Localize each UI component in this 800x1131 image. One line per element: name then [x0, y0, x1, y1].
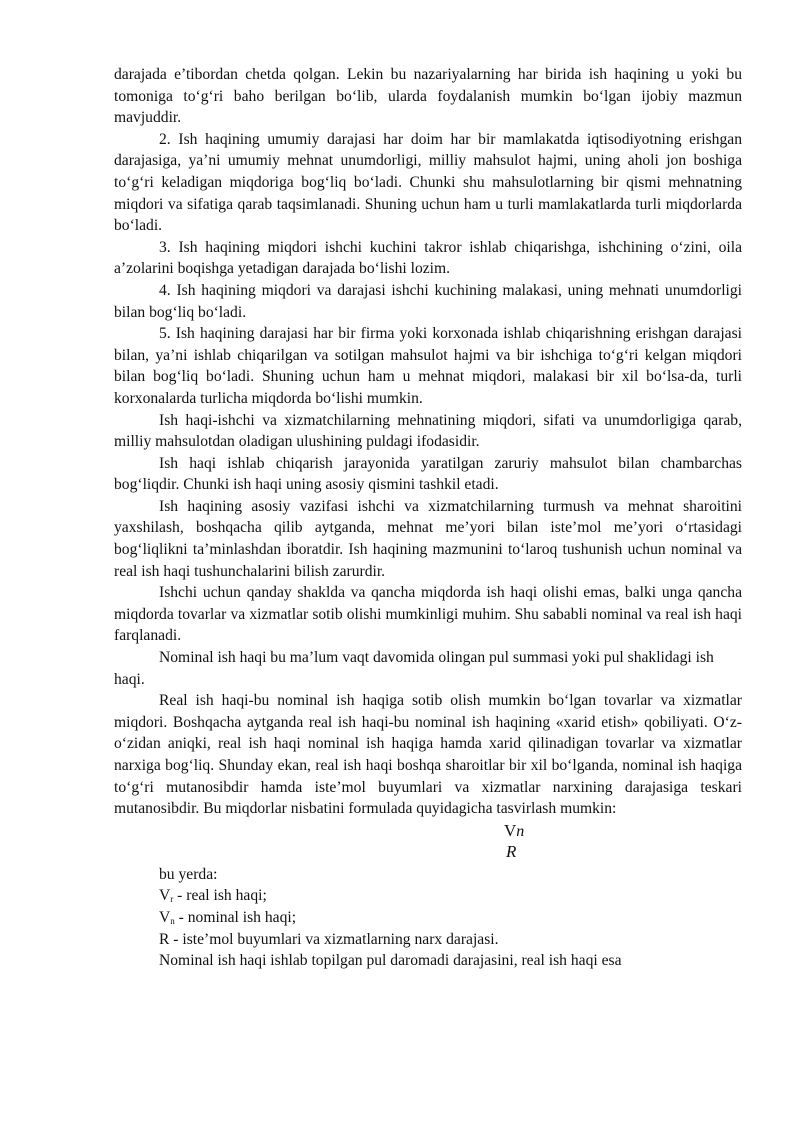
paragraph-wage-definition: Ish haqi-ishchi va xizmatchilarning mehnatining miqdori, sifati va unumdorligiga qarab, milliy mahsulotdan oladigan ulushining puldagi ifodasidir. [114, 411, 742, 451]
paragraph-continuation: darajada e’tibordan chetda qolgan. Lekin bu nazariyalarning har birida ish haqining u yoki bu tomoniga to‘g‘ri baho berilgan bo‘lib, ularda foydalanish mumkin bo‘lgan ijobiy mazmun mavjuddir. [114, 66, 742, 127]
paragraph-wage-function: Ish haqining asosiy vazifasi ishchi va xizmatchilarning turmush va mehnat sharoitini yaxshilash, boshqacha qilib aytganda, mehnat me’yori bilan iste’mol me’yori o‘rtasidagi bog‘liqlikni ta’minlashdan iboratdir. Ish haqining mazmunini to‘laroq tushunish uchun nominal va real ish haqi tushunchalarini bilish zarurdir. [114, 497, 742, 580]
formula-numerator: Vn [504, 820, 525, 840]
paragraph-point-2: 2. Ish haqining umumiy darajasi har doim har bir mamlakatda iqtisodiyotning erishgan darajasiga, ya’ni umumiy mehnat unumdorligi, milliy mahsulot hajmi, uning aholi jon boshiga to‘g‘ri keladigan miqdoriga bog‘liq bo‘ladi. Chunki shu mahsulotlarning bir qismi mehnatning miqdori va sifatiga qarab taqsimlanadi. Shuning uchun ham u turli mamlakatlarda turli miqdorlarda bo‘ladi. [114, 130, 742, 235]
paragraph-wage-necessary-product: Ish haqi ishlab chiqarish jarayonida yaratilgan zaruriy mahsulot bilan chambarchas bog‘liqdir. Chunki ish haqi uning asosiy qismini tashkil etadi. [114, 454, 742, 494]
paragraph-point-5: 5. Ish haqining darajasi har bir firma yoki korxonada ishlab chiqarishning erishgan darajasi bilan, ya’ni ishlab chiqarilgan va sotilgan mahsulot hajmi va bir ishchiga to‘g‘ri kelgan miqdori bilan bog‘liq bo‘ladi. Shuning uchun ham u mehnat miqdori, malakasi bir xil bo‘lsa-da, turli korxonalarda turlicha miqdorda bo‘lishi mumkin. [114, 325, 742, 407]
definition-price-level: R - iste’mol buyumlari va xizmatlarning narx darajasi. [159, 930, 499, 948]
definitions-intro: bu yerda: [159, 865, 218, 883]
formula-denominator: R [506, 841, 517, 861]
definitions-list [114, 864, 742, 950]
document-page [114, 64, 742, 972]
paragraph-point-4: 4. Ish haqining miqdori va darajasi ishchi kuchining malakasi, uning mehnati unumdorligi bilan bog‘liq bo‘ladi. [114, 281, 742, 321]
paragraph-real-definition: Real ish haqi-bu nominal ish haqiga sotib olish mumkin bo‘lgan tovarlar va xizmatlar miqdori. Boshqacha aytganda real ish haqi-bu nominal ish haqining «xarid etish» qobiliyati. O‘z-o‘zidan aniqki, real ish haqi nominal ish haqiga hamda xarid qilinadigan tovarlar va xizmatlar narxiga bog‘liq. Shunday ekan, real ish haqi boshqa sharoitlar bir xil bo‘lganda, nominal ish haqiga to‘g‘ri mutanosibdir hamda iste’mol buyumlari va xizmatlar narxining darajasiga teskari mutanosibdir. Bu miqdorlar nisbatini formulada quyidagicha tasvirlash mumkin: [114, 692, 742, 818]
formula [114, 820, 742, 864]
paragraph-point-3: 3. Ish haqining miqdori ishchi kuchini takror ishlab chiqarishga, ishchining o‘zini, oila a’zolarini boqishga yetadigan darajada bo‘lishi lozim. [114, 238, 742, 278]
definition-nominal-wage: $V_n$ - nominal ish haqi; [159, 908, 297, 926]
paragraph-closing: Nominal ish haqi ishlab topilgan pul daromadi darajasini, real ish haqi esa [159, 952, 622, 970]
paragraph-nominal-definition: Nominal ish haqi bu ma’lum vaqt davomida olingan pul summasi yoki pul shaklidagi ish [159, 649, 714, 667]
paragraph-nominal-real-distinction: Ishchi uchun qanday shaklda va qancha miqdorda ish haqi olishi emas, balki unga qancha miqdorda tovarlar va xizmatlar sotib olishi mumkinligi muhim. Shu sababli nominal va real ish haqi farqlanadi. [114, 584, 742, 645]
definition-real-wage: $V_r$ - real ish haqi; [159, 887, 267, 905]
paragraph-nominal-definition-end: haqi. [114, 670, 145, 688]
